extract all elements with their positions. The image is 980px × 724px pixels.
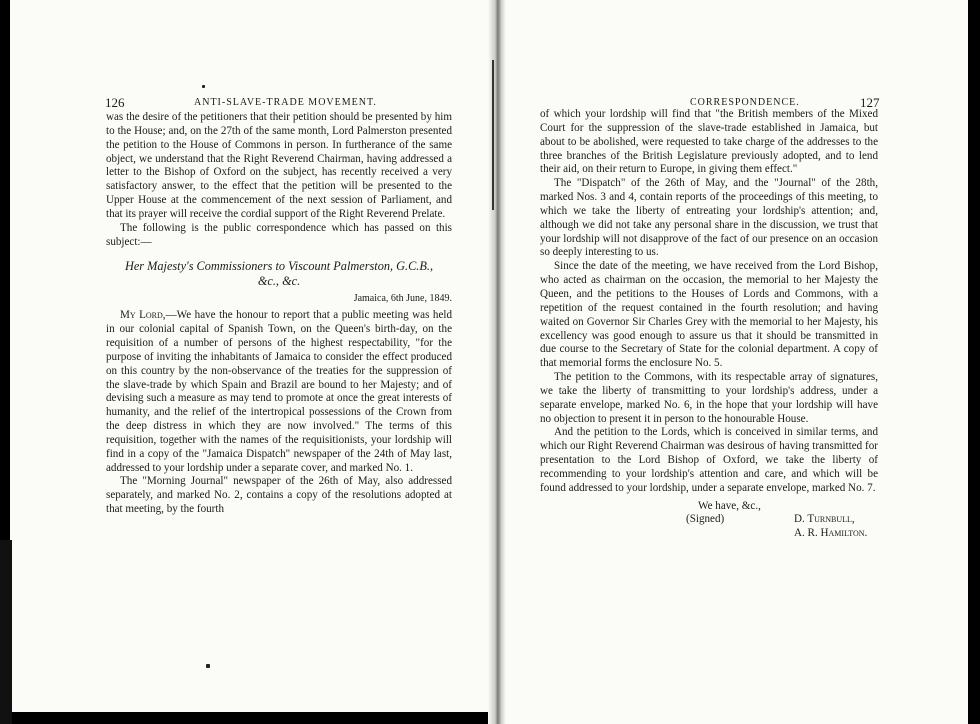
right-page — [506, 0, 968, 724]
salutation: My Lord, — [120, 309, 166, 322]
book-gutter — [488, 0, 506, 724]
left-text-column — [106, 111, 452, 517]
signature-line — [540, 527, 878, 541]
signatory-name: A. R. Hamilton. — [794, 527, 868, 540]
paragraph-text: —We have the honour to report that a public meeting was held in our colonial capital of Spanish Town, on the Queen's birth-day, on the requisition of a number of persons of the highest respectability, "for the purpose of inviting the inhabitants of Jamaica to consider the effect produced on this country by the non-observance of the treaties for the suppression of the slave-trade by which Spain and Brazil are bound to her Majesty; and of devising such a measure as may tend to promote at once the great interests of humanity, and the relief of the intertropical possessions of the Crown from the deep distress in which they are now involved." The terms of this requisition, together with the names of the requisitionists, your lordship will find in a copy of the "Jamaica Dispatch" newspaper of the 24th of May last, addressed to your lordship under a separate cover, and marked No. 1. — [106, 309, 452, 474]
letter-heading-line: Her Majesty's Commissioners to Viscount Palmerston, G.C.B., — [124, 259, 434, 274]
signature-line — [540, 513, 878, 527]
paragraph: The petition to the Commons, with its respectable array of signatures, we take the liberty of transmitting to your lordship's address, under a separate envelope, marked No. 6, in the hope that your lordship will have no objection to present it in person to the honourable House. — [540, 371, 878, 425]
closing-line: We have, &c., — [698, 499, 761, 512]
ink-speck — [206, 664, 210, 668]
letter-heading — [106, 259, 452, 289]
letter-heading-line: &c., &c. — [257, 274, 301, 289]
paragraph: And the petition to the Lords, which is conceived in similar terms, and which our Right Reverend Chairman was desirous of having transmitted for presentation to the Lord Bishop of Oxford, we take the liberty of recommending to your lordship's attention and care, and which will be found addressed to your lordship, under a separate envelope, marked No. 7. — [540, 426, 878, 494]
page-number-right: 127 — [860, 95, 880, 110]
paragraph: Since the date of the meeting, we have received from the Lord Bishop, who acted as chairman on the occasion, the memorial to her Majesty the Queen, and the petitions to the Houses of Lords and Commons, with a repetition of the request contained in the fourth resolution; and having waited on Governor Sir Charles Grey with the memorial to her Majesty, his excellency was good enough to assure us that it should be transmitted in due course to the Secretary of State for the colonial department. A copy of that memorial forms the enclosure No. 5. — [540, 260, 878, 370]
left-page — [10, 0, 488, 712]
paragraph: The following is the public correspondence which has passed on this subject:— — [106, 221, 452, 248]
right-text-column — [540, 108, 878, 541]
signatory-name: D. Turnbull, — [794, 513, 855, 526]
paragraph: was the desire of the petitioners that their petition should be presented by him to the House; and, on the 27th of the same month, Lord Palmerston presented the petition to the House of Commons in person. In furtherance of the same object, we understand that the Right Reverend Chairman, having addressed a letter to the Bishop of Oxford on the subject, has recently received a very satisfactory answer, to the effect that the petition will be presented to the Upper House at the commencement of the next session of Parliament, and that its prayer will receive the cordial support of the Right Reverend Prelate. — [106, 111, 452, 220]
paragraph: The "Dispatch" of the 26th of May, and the "Journal" of the 28th, marked Nos. 3 and 4, contain reports of the proceedings of this meeting, to which we take the liberty of entreating your lordship's attention; and, although we did not take any personal share in the discussion, we trust that your lordship will not disapprove of the fact of our presence on an occasion so deeply interesting to us. — [540, 177, 878, 259]
spine-shadow — [492, 60, 494, 210]
paragraph: The "Morning Journal" newspaper of the 26th of May, also addressed separately, and marked No. 2, contains a copy of the resolutions adopted at that meeting, by the fourth — [106, 475, 452, 516]
letter-dateline: Jamaica, 6th June, 1849. — [353, 293, 452, 305]
running-head-right: CORRESPONDENCE. — [690, 97, 800, 108]
paragraph: of which your lordship will find that "the British members of the Mixed Court for the suppression of the slave-trade established in Jamaica, but about to be abolished, were requested to take charge of the addresses to the three branches of the British Legislature previously adopted, and to lend their aid, on their return to Europe, in giving them effect." — [540, 108, 878, 176]
ink-speck — [202, 85, 205, 88]
scan-edge — [0, 540, 12, 724]
running-head-left: ANTI-SLAVE-TRADE MOVEMENT. — [194, 97, 377, 108]
paragraph — [106, 309, 452, 475]
signed-label: (Signed) — [686, 513, 725, 526]
page-number-left: 126 — [105, 95, 125, 110]
